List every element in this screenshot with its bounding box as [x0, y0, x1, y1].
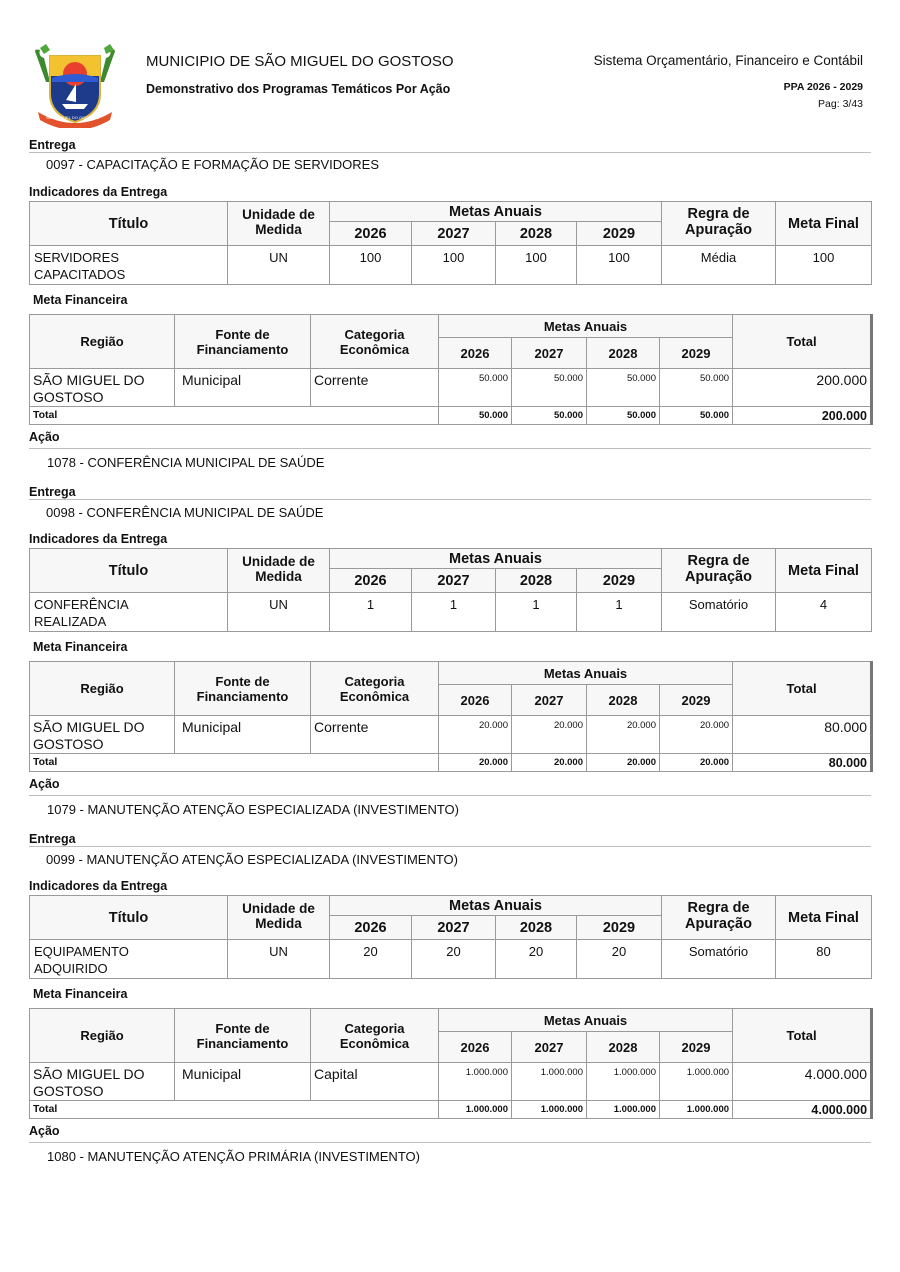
indicator-row	[30, 246, 872, 285]
col-2028: 2028	[587, 685, 660, 716]
meta-2029: 100	[577, 246, 662, 285]
valor-2028: 1.000.000	[587, 1063, 660, 1101]
col-regra-2: Apuração	[662, 569, 776, 593]
financial-table	[29, 661, 873, 772]
fonte-2: Financiamento	[196, 341, 289, 357]
col-regiao: Região	[30, 1009, 175, 1063]
fonte-value: Municipal	[175, 716, 311, 754]
valor-total: 4.000.000	[733, 1063, 872, 1101]
ppa-period: PPA 2026 - 2029	[783, 81, 863, 93]
col-metas-anuais: Metas Anuais	[439, 662, 733, 685]
col-regiao: Região	[30, 662, 175, 716]
entrega-heading: Entrega	[29, 138, 76, 152]
total-geral: 200.000	[733, 407, 872, 425]
meta-financeira-heading: Meta Financeira	[33, 640, 128, 654]
entrega-heading: Entrega	[29, 485, 76, 499]
col-fonte	[175, 1009, 311, 1063]
col-2026: 2026	[439, 338, 512, 369]
col-metas-anuais: Metas Anuais	[439, 315, 733, 338]
section-divider	[29, 1142, 871, 1143]
total-row	[30, 754, 872, 772]
meta-financeira-heading: Meta Financeira	[33, 293, 128, 307]
municipality-name: MUNICIPIO DE SÃO MIGUEL DO GOSTOSO	[146, 53, 454, 70]
regiao-line-2: GOSTOSO	[33, 1083, 104, 1099]
titulo-line-2: ADQUIRIDO	[34, 961, 108, 976]
indicadores-heading: Indicadores da Entrega	[29, 532, 168, 546]
indicator-table	[29, 548, 872, 632]
regiao-line-1: SÃO MIGUEL DO	[33, 1066, 145, 1082]
categoria-2: Econômica	[339, 688, 410, 704]
entrega-heading: Entrega	[29, 832, 76, 846]
col-meta-final: Meta Final	[776, 896, 872, 940]
financial-row	[30, 1063, 872, 1101]
col-2029: 2029	[660, 1032, 733, 1063]
valor-2028: 50.000	[587, 369, 660, 407]
valor-2027: 50.000	[512, 369, 587, 407]
meta-final-value: 100	[776, 246, 872, 285]
regra-value: Média	[662, 246, 776, 285]
meta-2029: 20	[577, 940, 662, 979]
col-2029: 2029	[660, 685, 733, 716]
acao-title: 1080 - MANUTENÇÃO ATENÇÃO PRIMÁRIA (INVESTIMENTO)	[47, 1149, 420, 1164]
col-regra-1: Regra de	[662, 549, 776, 569]
total-label: Total	[30, 754, 439, 772]
valor-2027: 20.000	[512, 716, 587, 754]
meta-2027: 100	[412, 246, 496, 285]
valor-total: 80.000	[733, 716, 872, 754]
meta-2028: 100	[496, 246, 577, 285]
regra-value: Somatório	[662, 593, 776, 632]
logo-scroll-text: SÃO MIGUEL DO GOSTOSO	[46, 115, 100, 120]
fonte-value: Municipal	[175, 369, 311, 407]
col-2026: 2026	[330, 916, 412, 940]
total-2028: 20.000	[587, 754, 660, 772]
col-unidade-1: Unidade de	[228, 896, 330, 916]
financial-row	[30, 716, 872, 754]
regiao-line-2: GOSTOSO	[33, 389, 104, 405]
total-2029: 1.000.000	[660, 1101, 733, 1119]
col-titulo: Título	[30, 896, 228, 940]
financial-row	[30, 369, 872, 407]
titulo-line-1: EQUIPAMENTO	[34, 944, 129, 959]
valor-2028: 20.000	[587, 716, 660, 754]
meta-2028: 20	[496, 940, 577, 979]
col-unidade-2: Medida	[228, 916, 330, 940]
total-geral: 4.000.000	[733, 1101, 872, 1119]
col-regra-1: Regra de	[662, 896, 776, 916]
col-regra-2: Apuração	[662, 916, 776, 940]
total-row	[30, 1101, 872, 1119]
col-2028: 2028	[587, 338, 660, 369]
meta-2027: 1	[412, 593, 496, 632]
report-title: Demonstrativo dos Programas Temáticos Por Ação	[146, 82, 451, 96]
section-divider	[29, 846, 871, 847]
col-categoria	[311, 662, 439, 716]
categoria-2: Econômica	[339, 1035, 410, 1051]
col-titulo: Título	[30, 549, 228, 593]
valor-2029: 20.000	[660, 716, 733, 754]
indicator-table	[29, 895, 872, 979]
entrega-title: 0097 - CAPACITAÇÃO E FORMAÇÃO DE SERVIDORES	[46, 157, 380, 172]
total-2026: 20.000	[439, 754, 512, 772]
titulo-line-2: CAPACITADOS	[34, 267, 126, 282]
total-2029: 50.000	[660, 407, 733, 425]
total-label: Total	[30, 1101, 439, 1119]
indicator-row	[30, 593, 872, 632]
col-regra-1: Regra de	[662, 202, 776, 222]
col-2027: 2027	[412, 569, 496, 593]
meta-final-value: 4	[776, 593, 872, 632]
col-fonte	[175, 662, 311, 716]
section-divider	[29, 152, 871, 153]
col-2029: 2029	[577, 569, 662, 593]
meta-2027: 20	[412, 940, 496, 979]
titulo-line-1: SERVIDORES	[34, 250, 120, 265]
col-meta-final: Meta Final	[776, 202, 872, 246]
valor-total: 200.000	[733, 369, 872, 407]
fonte-2: Financiamento	[196, 688, 289, 704]
col-2028: 2028	[496, 569, 577, 593]
total-2026: 1.000.000	[439, 1101, 512, 1119]
regra-value: Somatório	[662, 940, 776, 979]
total-2027: 1.000.000	[512, 1101, 587, 1119]
indicator-row	[30, 940, 872, 979]
total-row	[30, 407, 872, 425]
acao-title: 1078 - CONFERÊNCIA MUNICIPAL DE SAÚDE	[47, 455, 325, 470]
col-2026: 2026	[330, 569, 412, 593]
indicator-table	[29, 201, 872, 285]
total-2029: 20.000	[660, 754, 733, 772]
meta-2026: 100	[330, 246, 412, 285]
indicadores-heading: Indicadores da Entrega	[29, 185, 168, 199]
fonte-value: Municipal	[175, 1063, 311, 1101]
total-label: Total	[30, 407, 439, 425]
acao-heading: Ação	[29, 430, 60, 444]
col-2027: 2027	[512, 685, 587, 716]
col-unidade-1: Unidade de	[228, 202, 330, 222]
categoria-2: Econômica	[339, 341, 410, 357]
meta-final-value: 80	[776, 940, 872, 979]
col-2029: 2029	[660, 338, 733, 369]
valor-2029: 50.000	[660, 369, 733, 407]
meta-financeira-heading: Meta Financeira	[33, 987, 128, 1001]
total-2027: 50.000	[512, 407, 587, 425]
col-2026: 2026	[330, 222, 412, 246]
section-divider	[29, 448, 871, 449]
total-2027: 20.000	[512, 754, 587, 772]
col-2027: 2027	[412, 916, 496, 940]
meta-2026: 20	[330, 940, 412, 979]
col-unidade-1: Unidade de	[228, 549, 330, 569]
col-categoria	[311, 315, 439, 369]
categoria-value: Corrente	[311, 716, 439, 754]
meta-2029: 1	[577, 593, 662, 632]
valor-2029: 1.000.000	[660, 1063, 733, 1101]
regiao-line-1: SÃO MIGUEL DO	[33, 719, 145, 735]
valor-2026: 20.000	[439, 716, 512, 754]
financial-table	[29, 1008, 873, 1119]
regiao-line-1: SÃO MIGUEL DO	[33, 372, 145, 388]
col-titulo: Título	[30, 202, 228, 246]
total-2026: 50.000	[439, 407, 512, 425]
page-number: Pag: 3/43	[818, 98, 863, 110]
col-metas-anuais: Metas Anuais	[330, 896, 662, 916]
fonte-2: Financiamento	[196, 1035, 289, 1051]
col-total: Total	[733, 662, 872, 716]
col-fonte	[175, 315, 311, 369]
fonte-1: Fonte de	[215, 326, 270, 342]
total-geral: 80.000	[733, 754, 872, 772]
financial-table	[29, 314, 873, 425]
acao-title: 1079 - MANUTENÇÃO ATENÇÃO ESPECIALIZADA (INVESTIMENTO)	[47, 802, 459, 817]
col-2028: 2028	[587, 1032, 660, 1063]
entrega-title: 0099 - MANUTENÇÃO ATENÇÃO ESPECIALIZADA (INVESTIMENTO)	[46, 852, 458, 867]
col-metas-anuais: Metas Anuais	[330, 549, 662, 569]
col-regra-2: Apuração	[662, 222, 776, 246]
col-2026: 2026	[439, 685, 512, 716]
total-2028: 50.000	[587, 407, 660, 425]
municipal-coat-of-arms-logo	[30, 42, 120, 128]
col-regiao: Região	[30, 315, 175, 369]
valor-2027: 1.000.000	[512, 1063, 587, 1101]
meta-2026: 1	[330, 593, 412, 632]
categoria-1: Categoria	[344, 1020, 405, 1036]
col-2029: 2029	[577, 916, 662, 940]
categoria-value: Capital	[311, 1063, 439, 1101]
valor-2026: 1.000.000	[439, 1063, 512, 1101]
unidade-value: UN	[228, 940, 330, 979]
col-unidade-2: Medida	[228, 569, 330, 593]
titulo-line-1: CONFERÊNCIA	[34, 597, 129, 612]
col-meta-final: Meta Final	[776, 549, 872, 593]
entrega-title: 0098 - CONFERÊNCIA MUNICIPAL DE SAÚDE	[46, 505, 324, 520]
col-metas-anuais: Metas Anuais	[439, 1009, 733, 1032]
col-2028: 2028	[496, 916, 577, 940]
col-2028: 2028	[496, 222, 577, 246]
fonte-1: Fonte de	[215, 1020, 270, 1036]
col-2027: 2027	[512, 1032, 587, 1063]
col-total: Total	[733, 315, 872, 369]
total-2028: 1.000.000	[587, 1101, 660, 1119]
col-total: Total	[733, 1009, 872, 1063]
fonte-1: Fonte de	[215, 673, 270, 689]
col-categoria	[311, 1009, 439, 1063]
acao-heading: Ação	[29, 777, 60, 791]
col-2027: 2027	[512, 338, 587, 369]
unidade-value: UN	[228, 593, 330, 632]
categoria-value: Corrente	[311, 369, 439, 407]
col-2026: 2026	[439, 1032, 512, 1063]
system-name: Sistema Orçamentário, Financeiro e Contábil	[593, 53, 863, 68]
unidade-value: UN	[228, 246, 330, 285]
regiao-line-2: GOSTOSO	[33, 736, 104, 752]
col-2029: 2029	[577, 222, 662, 246]
acao-heading: Ação	[29, 1124, 60, 1138]
section-divider	[29, 499, 871, 500]
categoria-1: Categoria	[344, 326, 405, 342]
indicadores-heading: Indicadores da Entrega	[29, 879, 168, 893]
categoria-1: Categoria	[344, 673, 405, 689]
section-divider	[29, 795, 871, 796]
col-metas-anuais: Metas Anuais	[330, 202, 662, 222]
col-unidade-2: Medida	[228, 222, 330, 246]
meta-2028: 1	[496, 593, 577, 632]
col-2027: 2027	[412, 222, 496, 246]
valor-2026: 50.000	[439, 369, 512, 407]
titulo-line-2: REALIZADA	[34, 614, 107, 629]
